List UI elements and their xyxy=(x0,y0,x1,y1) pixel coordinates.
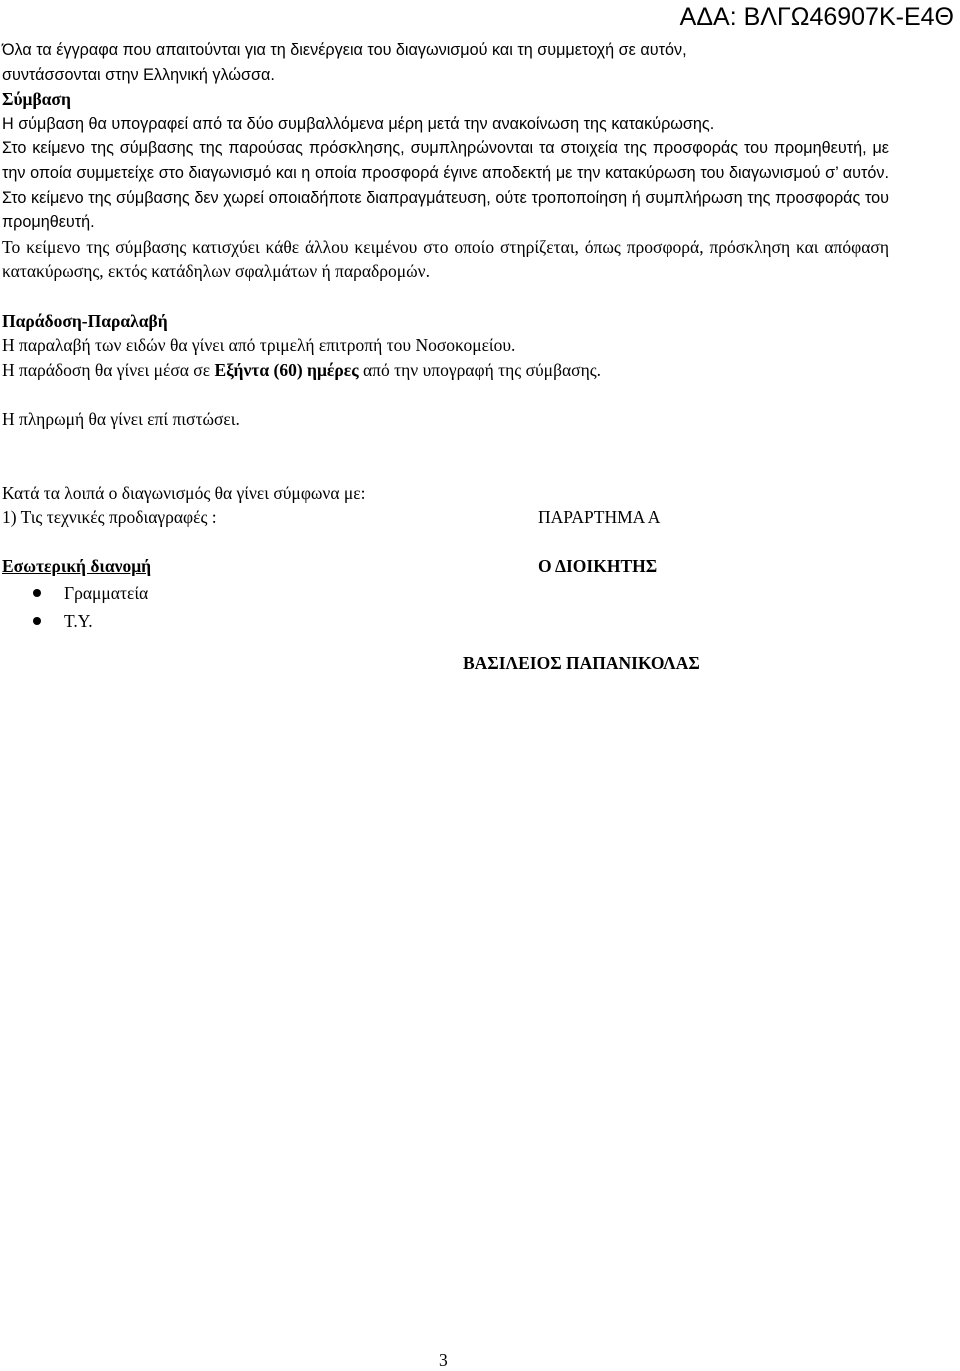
paragraph-receipt: Η παραλαβή των ειδών θα γίνει από τριμελή επιτροπή του Νοσοκομείου. xyxy=(2,335,516,356)
specifications-label: 1) Τις τεχνικές προδιαγραφές : xyxy=(2,507,217,528)
page-number: 3 xyxy=(439,1350,448,1370)
spacer xyxy=(2,284,889,309)
spacer xyxy=(2,530,889,555)
signer-name: ΒΑΣΙΛΕΙΟΣ ΠΑΠΑΝΙΚΟΛΑΣ xyxy=(463,653,700,673)
delivery-text-after: από την υπογραφή της σύμβασης. xyxy=(358,359,602,380)
annex-label: ΠΑΡΑΡΤΗΜΑ Α xyxy=(538,507,661,528)
specifications-row xyxy=(2,505,889,530)
paragraph-language-line-2: συντάσσονται στην Ελληνική γλώσσα. xyxy=(2,65,275,84)
spacer xyxy=(2,432,889,457)
director-title: Ο ΔΙΟΙΚΗΤΗΣ xyxy=(538,556,658,577)
paragraph-contract-contents-part-2: Στο κείμενο της σύμβασης δεν χωρεί οποιαδήποτε διαπραγμάτευση, ούτε τροποποίηση ή συμπλήρωση της προσφοράς του προμηθευτή. xyxy=(2,188,889,232)
spacer xyxy=(2,456,889,481)
delivery-period: Εξήντα (60) ημέρες xyxy=(214,359,359,380)
list-item-label: Γραμματεία xyxy=(64,583,149,604)
list-item-label: Τ.Υ. xyxy=(64,611,93,632)
distribution-director-row xyxy=(2,554,889,579)
paragraph-contract-contents xyxy=(2,136,889,234)
distribution-heading: Εσωτερική διανομή xyxy=(2,556,152,577)
document-body xyxy=(2,38,889,635)
ada-code: ΑΔΑ: ΒΛΓΩ46907Κ-Ε4Θ xyxy=(679,3,954,31)
paragraph-terms: Κατά τα λοιπά ο διαγωνισμός θα γίνει σύμφωνα με: xyxy=(2,482,366,503)
heading-delivery: Παράδοση-Παραλαβή xyxy=(2,310,168,331)
heading-contract: Σύμβαση xyxy=(2,89,71,110)
spacer xyxy=(2,382,889,407)
paragraph-language xyxy=(2,38,889,87)
distribution-list xyxy=(2,579,889,635)
list-item xyxy=(2,579,889,607)
paragraph-language-line-1: Όλα τα έγγραφα που απαιτούνται για τη διενέργεια του διαγωνισμού και τη συμμετοχή σε αυτόν, xyxy=(2,41,687,59)
paragraph-contract-contents-part-1: Στο κείμενο της σύμβασης της παρούσας πρόσκλησης, συμπληρώνονται τα στοιχεία της προσφοράς του προμηθευτή, με την οποία συμμετείχε στο διαγωνισμό και η οποία προσφορά έγινε αποδεκτή με την κατακύρωση του διαγωνισμού σ’ αυτόν. xyxy=(2,139,889,182)
bullet-icon xyxy=(33,589,41,597)
paragraph-payment: Η πληρωμή θα γίνει επί πιστώσει. xyxy=(2,408,240,429)
bullet-icon xyxy=(33,617,41,625)
paragraph-contract-signing: Η σύμβαση θα υπογραφεί από τα δύο συμβαλλόμενα μέρη μετά την ανακοίνωση της κατακύρωσης. xyxy=(2,114,715,133)
list-item xyxy=(2,607,889,635)
paragraph-contract-precedence: Το κείμενο της σύμβασης κατισχύει κάθε άλλου κειμένου στο οποίο στηρίζεται, όπως προσφορά, πρόσκληση και απόφαση κατακύρωσης, εκτός κατάδηλων σφαλμάτων ή παραδρομών. xyxy=(2,236,889,282)
delivery-text-before: Η παράδοση θα γίνει μέσα σε xyxy=(2,359,215,380)
paragraph-delivery-time xyxy=(2,358,889,383)
